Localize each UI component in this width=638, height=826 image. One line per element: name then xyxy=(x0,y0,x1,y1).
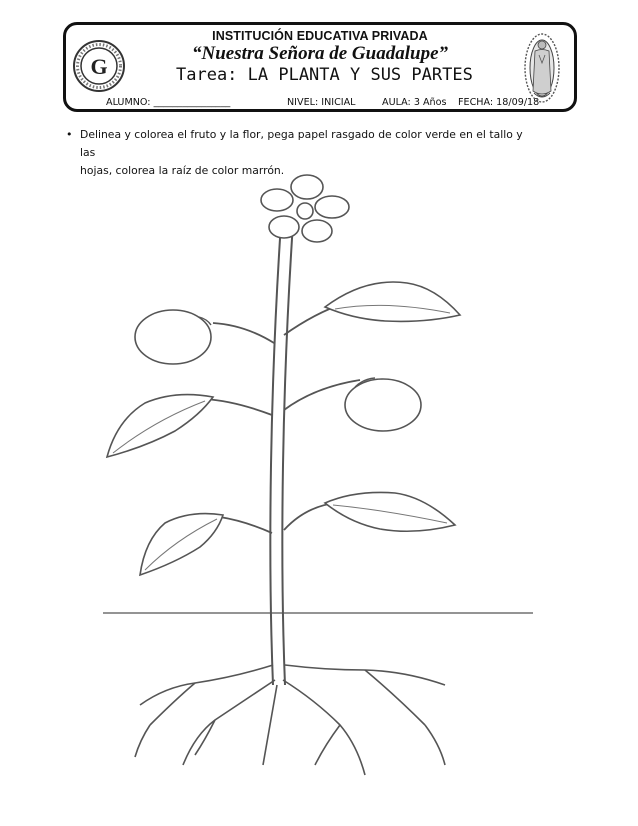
header-box xyxy=(63,22,577,112)
alumno-label: ALUMNO: ________________ xyxy=(106,97,231,108)
task-title: Tarea: LA PLANTA Y SUS PARTES xyxy=(176,65,473,85)
flower xyxy=(261,175,349,242)
aula-label: AULA: 3 Años xyxy=(382,97,447,108)
school-motto: “Nuestra Señora de Guadalupe” xyxy=(192,43,448,64)
instruction-line-1: Delinea y colorea el fruto y la flor, pega papel rasgado de color verde en el tallo y las xyxy=(80,128,523,159)
instruction-line-2: hojas, colorea la raíz de color marrón. xyxy=(80,164,285,177)
nivel-label: NIVEL: INICIAL xyxy=(287,97,356,108)
logo-letter: G xyxy=(90,54,108,79)
roots xyxy=(135,665,445,775)
plant-illustration xyxy=(95,165,545,810)
bullet: • xyxy=(66,128,73,141)
school-name: INSTITUCIÓN EDUCATIVA PRIVADA xyxy=(212,29,428,43)
virgin-guadalupe-icon xyxy=(522,31,562,105)
fecha-label: FECHA: 18/09/18 xyxy=(458,97,540,108)
